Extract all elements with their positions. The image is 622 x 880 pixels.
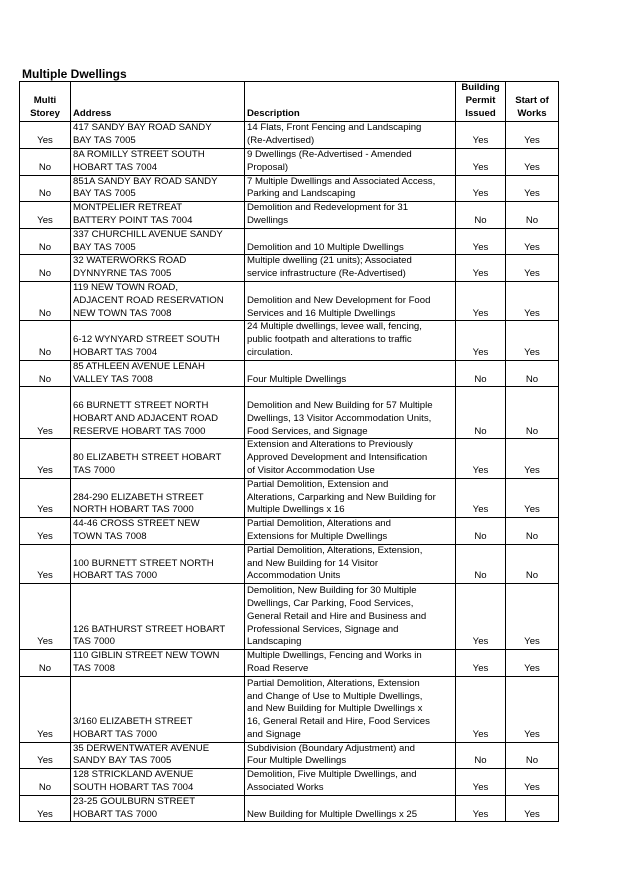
start-of-works-cell: Yes [506, 795, 559, 822]
address-cell: 23-25 GOULBURN STREET HOBART TAS 7000 [71, 795, 245, 822]
address-cell: 100 BURNETT STREET NORTH HOBART TAS 7000 [71, 544, 245, 583]
address-cell: 337 CHURCHILL AVENUE SANDY BAY TAS 7005 [71, 228, 245, 255]
header-description: Description [245, 82, 456, 122]
start-of-works-cell: No [506, 742, 559, 769]
table-row [20, 795, 559, 822]
table-row [20, 439, 559, 478]
description-cell: Demolition and 10 Multiple Dwellings [245, 228, 456, 255]
description-cell: Four Multiple Dwellings [245, 360, 456, 387]
table-row [20, 281, 559, 320]
description-cell: Demolition and New Building for 57 Multiple Dwellings, 13 Visitor Accommodation Units, Food Services, and Signage [245, 387, 456, 439]
description-cell: Partial Demolition, Alterations, Extension, and New Building for 14 Visitor Accommodation Units [245, 544, 456, 583]
header-building-permit-issued: Building Permit Issued [456, 82, 506, 122]
multi-storey-cell: Yes [20, 439, 71, 478]
section-title: Multiple Dwellings [22, 67, 127, 81]
multi-storey-cell: Yes [20, 676, 71, 742]
table-row [20, 742, 559, 769]
address-cell: 85 ATHLEEN AVENUE LENAH VALLEY TAS 7008 [71, 360, 245, 387]
table-row [20, 360, 559, 387]
building-permit-cell: Yes [456, 281, 506, 320]
start-of-works-cell: Yes [506, 769, 559, 796]
start-of-works-cell: No [506, 202, 559, 229]
building-permit-cell: Yes [456, 439, 506, 478]
start-of-works-cell: No [506, 518, 559, 545]
building-permit-cell: No [456, 518, 506, 545]
multiple-dwellings-table [19, 81, 559, 822]
table-row [20, 321, 559, 360]
multi-storey-cell: No [20, 281, 71, 320]
building-permit-cell: Yes [456, 175, 506, 202]
building-permit-cell: No [456, 742, 506, 769]
description-cell: Partial Demolition, Extension and Alterations, Carparking and New Building for Multiple Dwellings x 16 [245, 478, 456, 517]
multi-storey-cell: No [20, 650, 71, 677]
address-cell: 128 STRICKLAND AVENUE SOUTH HOBART TAS 7004 [71, 769, 245, 796]
building-permit-cell: Yes [456, 148, 506, 175]
address-cell: MONTPELIER RETREAT BATTERY POINT TAS 7004 [71, 202, 245, 229]
address-cell: 284-290 ELIZABETH STREET NORTH HOBART TAS 7000 [71, 478, 245, 517]
table-row [20, 544, 559, 583]
table-row [20, 148, 559, 175]
description-cell: Demolition, Five Multiple Dwellings, and Associated Works [245, 769, 456, 796]
building-permit-cell: Yes [456, 650, 506, 677]
multi-storey-cell: Yes [20, 795, 71, 822]
building-permit-cell: Yes [456, 676, 506, 742]
description-cell: Extension and Alterations to Previously Approved Development and Intensification of Visitor Accommodation Use [245, 439, 456, 478]
start-of-works-cell: Yes [506, 650, 559, 677]
table-row [20, 478, 559, 517]
description-cell: Partial Demolition, Alterations and Extensions for Multiple Dwellings [245, 518, 456, 545]
address-cell: 110 GIBLIN STREET NEW TOWN TAS 7008 [71, 650, 245, 677]
multi-storey-cell: Yes [20, 584, 71, 650]
start-of-works-cell: Yes [506, 478, 559, 517]
building-permit-cell: Yes [456, 795, 506, 822]
start-of-works-cell: No [506, 387, 559, 439]
table-row [20, 518, 559, 545]
table-body [20, 122, 559, 822]
table-row [20, 676, 559, 742]
header-address: Address [71, 82, 245, 122]
multi-storey-cell: No [20, 360, 71, 387]
description-cell: Demolition and New Development for Food Services and 16 Multiple Dwellings [245, 281, 456, 320]
start-of-works-cell: Yes [506, 281, 559, 320]
multi-storey-cell: Yes [20, 202, 71, 229]
description-cell: 9 Dwellings (Re-Advertised - Amended Proposal) [245, 148, 456, 175]
building-permit-cell: Yes [456, 228, 506, 255]
multi-storey-cell: No [20, 255, 71, 282]
table-row [20, 175, 559, 202]
address-cell: 126 BATHURST STREET HOBART TAS 7000 [71, 584, 245, 650]
building-permit-cell: Yes [456, 584, 506, 650]
building-permit-cell: Yes [456, 478, 506, 517]
description-cell: New Building for Multiple Dwellings x 25 [245, 795, 456, 822]
building-permit-cell: Yes [456, 122, 506, 149]
address-cell: 8A ROMILLY STREET SOUTH HOBART TAS 7004 [71, 148, 245, 175]
start-of-works-cell: Yes [506, 228, 559, 255]
start-of-works-cell: Yes [506, 175, 559, 202]
table-row [20, 228, 559, 255]
address-cell: 851A SANDY BAY ROAD SANDY BAY TAS 7005 [71, 175, 245, 202]
building-permit-cell: No [456, 544, 506, 583]
address-cell: 119 NEW TOWN ROAD, ADJACENT ROAD RESERVATION NEW TOWN TAS 7008 [71, 281, 245, 320]
multi-storey-cell: Yes [20, 122, 71, 149]
address-cell: 6-12 WYNYARD STREET SOUTH HOBART TAS 7004 [71, 321, 245, 360]
address-cell: 80 ELIZABETH STREET HOBART TAS 7000 [71, 439, 245, 478]
building-permit-cell: Yes [456, 769, 506, 796]
description-cell: 14 Flats, Front Fencing and Landscaping (Re-Advertised) [245, 122, 456, 149]
multi-storey-cell: No [20, 175, 71, 202]
table-row [20, 769, 559, 796]
address-cell: 66 BURNETT STREET NORTH HOBART AND ADJACENT ROAD RESERVE HOBART TAS 7000 [71, 387, 245, 439]
multi-storey-cell: No [20, 228, 71, 255]
address-cell: 35 DERWENTWATER AVENUE SANDY BAY TAS 7005 [71, 742, 245, 769]
address-cell: 32 WATERWORKS ROAD DYNNYRNE TAS 7005 [71, 255, 245, 282]
multi-storey-cell: Yes [20, 742, 71, 769]
description-cell: Subdivision (Boundary Adjustment) and Four Multiple Dwellings [245, 742, 456, 769]
header-start-of-works: Start of Works [506, 82, 559, 122]
start-of-works-cell: Yes [506, 148, 559, 175]
table-row [20, 387, 559, 439]
building-permit-cell: No [456, 202, 506, 229]
start-of-works-cell: No [506, 360, 559, 387]
description-cell: Partial Demolition, Alterations, Extension and Change of Use to Multiple Dwellings, and New Building for Multiple Dwellings x 16, General Retail and Hire, Food Services and Signage [245, 676, 456, 742]
address-cell: 3/160 ELIZABETH STREET HOBART TAS 7000 [71, 676, 245, 742]
multi-storey-cell: Yes [20, 518, 71, 545]
description-cell: Multiple Dwellings, Fencing and Works in Road Reserve [245, 650, 456, 677]
building-permit-cell: No [456, 360, 506, 387]
address-cell: 417 SANDY BAY ROAD SANDY BAY TAS 7005 [71, 122, 245, 149]
start-of-works-cell: Yes [506, 255, 559, 282]
multi-storey-cell: No [20, 769, 71, 796]
start-of-works-cell: Yes [506, 584, 559, 650]
table-row [20, 584, 559, 650]
start-of-works-cell: Yes [506, 676, 559, 742]
description-cell: 7 Multiple Dwellings and Associated Access, Parking and Landscaping [245, 175, 456, 202]
building-permit-cell: No [456, 387, 506, 439]
multi-storey-cell: No [20, 148, 71, 175]
multi-storey-cell: No [20, 321, 71, 360]
description-cell: Demolition and Redevelopment for 31 Dwellings [245, 202, 456, 229]
multi-storey-cell: Yes [20, 544, 71, 583]
start-of-works-cell: No [506, 544, 559, 583]
table-row [20, 122, 559, 149]
table-row [20, 255, 559, 282]
start-of-works-cell: Yes [506, 439, 559, 478]
description-cell: Multiple dwelling (21 units); Associated service infrastructure (Re-Advertised) [245, 255, 456, 282]
building-permit-cell: Yes [456, 255, 506, 282]
building-permit-cell: Yes [456, 321, 506, 360]
address-cell: 44-46 CROSS STREET NEW TOWN TAS 7008 [71, 518, 245, 545]
description-cell: 24 Multiple dwellings, levee wall, fencing, public footpath and alterations to traffic circulation. [245, 321, 456, 360]
table-row [20, 650, 559, 677]
table-header-row [20, 82, 559, 122]
multi-storey-cell: Yes [20, 478, 71, 517]
header-multi-storey: Multi Storey [20, 82, 71, 122]
start-of-works-cell: Yes [506, 321, 559, 360]
description-cell: Demolition, New Building for 30 Multiple Dwellings, Car Parking, Food Services, General Retail and Hire and Business and Professional Services, Signage and Landscaping [245, 584, 456, 650]
multi-storey-cell: Yes [20, 387, 71, 439]
table-row [20, 202, 559, 229]
start-of-works-cell: Yes [506, 122, 559, 149]
